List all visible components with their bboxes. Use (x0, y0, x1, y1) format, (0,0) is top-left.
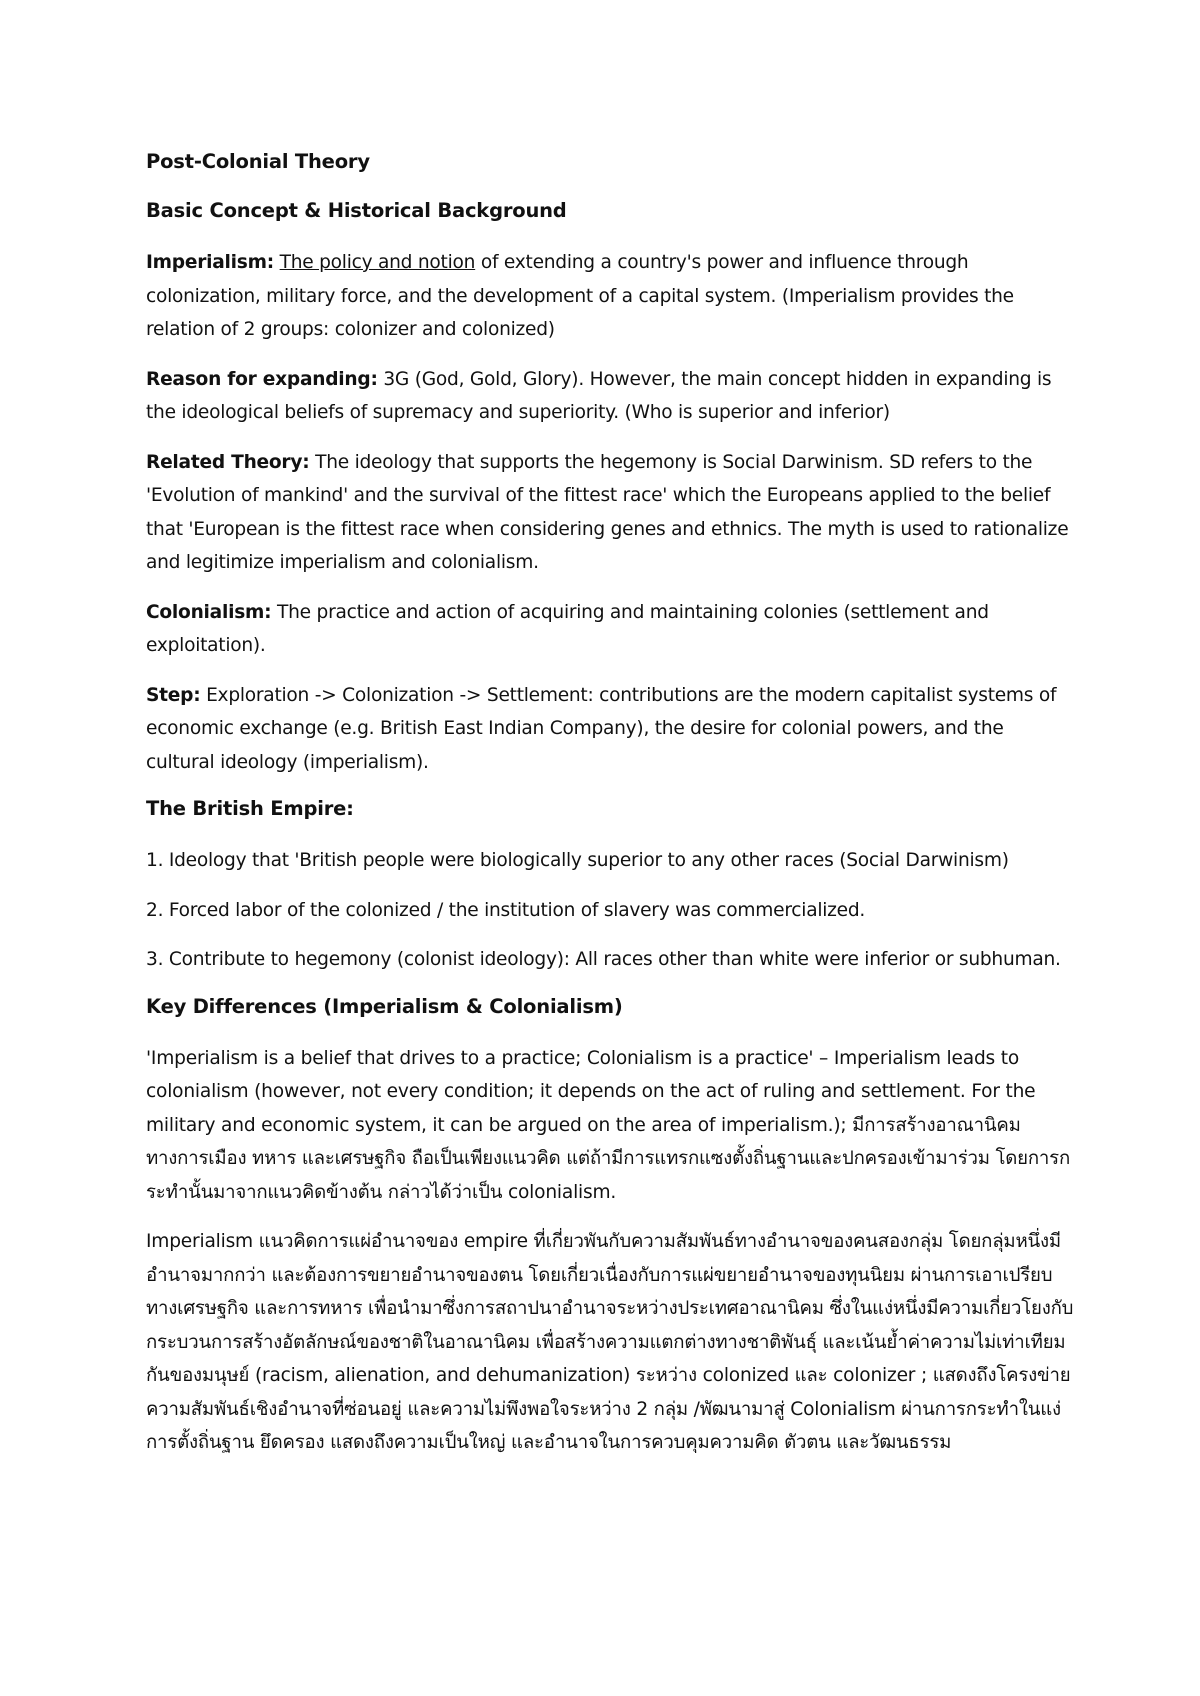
british-empire-item-3: 3. Contribute to hegemony (colonist ideology): All races other than white were inferior or subhuman. (146, 949, 1061, 970)
related-theory-text: The ideology that supports the hegemony is Social Darwinism. SD refers to the 'Evolution of mankind' and the survival of the fittest race' which the Europeans applied to the belief that 'European is the fittest race when considering genes and ethnics. The myth is used to rationalize and legitimize imperialism and colonialism. (146, 451, 1069, 573)
colonialism-label: Colonialism: (146, 601, 272, 623)
imperialism-text: of extending a country's power and influence through colonization, military force, and the development of a capital system. (Imperialism provides the relation of 2 groups: colonizer and colonized) (146, 252, 1014, 340)
section-heading-basic-concept: Basic Concept & Historical Background (146, 199, 567, 222)
british-empire-item-2: 2. Forced labor of the colonized / the institution of slavery was commercialized. (146, 899, 866, 921)
section-heading-key-differences: Key Differences (Imperialism & Colonialism) (146, 994, 623, 1018)
paragraph-imperialism (146, 246, 1076, 347)
paragraph-step (146, 679, 1076, 780)
reason-label: Reason for expanding: (146, 368, 378, 390)
colonialism-text: The practice and action of acquiring and maintaining colonies (settlement and exploitation). (146, 601, 989, 656)
imperialism-label: Imperialism: (146, 252, 274, 273)
british-empire-item-1: 1. Ideology that 'British people were biologically superior to any other races (Social Darwinism) (146, 850, 1009, 871)
step-text: Exploration -> Colonization -> Settlement: contributions are the modern capitalist systems of economic exchange (e.g. British East Indian Company), the desire for colonial powers, and the cultural ideology (imperialism). (146, 684, 1057, 773)
document-title: Post-Colonial Theory (146, 150, 370, 173)
paragraph-key-differences-1: 'Imperialism is a belief that drives to a practice; Colonialism is a practice' – Imperialism leads to colonialism (however, not every condition; it depends on the act of ruling and settlement. For the military and economic system, it can be argued on the area of imperialism.); มีการสร้างอาณานิคม ทางการเมือง ทหาร และเศรษฐกิจ ถือเป็นเพียงแนวคิด แต่ถ้ามีการแทรกแซงตั้งถิ่นฐานและปกครองเข้ามาร่วม โดยการกระทำนั้นมาจากแนวคิดข้างต้น กล่าวได้ว่าเป็น colonialism. (146, 1047, 1071, 1203)
reason-text: 3G (God, Gold, Glory). However, the main concept hidden in expanding is the ideological beliefs of supremacy and superiority. (Who is superior and inferior) (146, 368, 1052, 423)
paragraph-key-differences-2: Imperialism แนวคิดการแผ่อำนาจของ empire ที่เกี่ยวพันกับความสัมพันธ์ทางอำนาจของคนสองกลุ่ม โดยกลุ่มหนึ่งมีอำนาจมากกว่า และต้องการขยายอำนาจของตน โดยเกี่ยวเนื่องกับการแผ่ขยายอำนาจของทุนนิยม ผ่านการเอาเปรียบทางเศรษฐกิจ และการทหาร เพื่อนำมาซึ่งการสถาปนาอำนาจระหว่างประเทศอาณานิคม ซึ่งในแง่หนึ่งมีความเกี่ยวโยงกับกระบวนการสร้างอัตลักษณ์ของชาติในอาณานิคม เพื่อสร้างความแตกต่างทางชาติพันธุ์ และเน้นย้ำค่าความไม่เท่าเทียมกันของมนุษย์ (racism, alienation, and dehumanization) ระหว่าง colonized และ colonizer ; แสดงถึงโครงข่ายความสัมพันธ์เชิงอำนาจที่ซ่อนอยู่ และความไม่พึงพอใจระหว่าง 2 กลุ่ม /พัฒนามาสู่ Colonialism ผ่านการกระทำในแง่การตั้งถิ่นฐาน ยึดครอง แสดงถึงความเป็นใหญ่ และอำนาจในการควบคุมความคิด ตัวตน และวัฒนธรรม (146, 1231, 1074, 1453)
step-label: Step: (146, 684, 201, 706)
paragraph-related-theory (146, 446, 1076, 580)
paragraph-reason-for-expanding (146, 363, 1076, 430)
related-theory-label: Related Theory: (146, 451, 310, 473)
paragraph-colonialism (146, 596, 1076, 663)
imperialism-underlined-text: The policy and notion (279, 252, 476, 273)
section-heading-british-empire: The British Empire: (146, 797, 354, 820)
